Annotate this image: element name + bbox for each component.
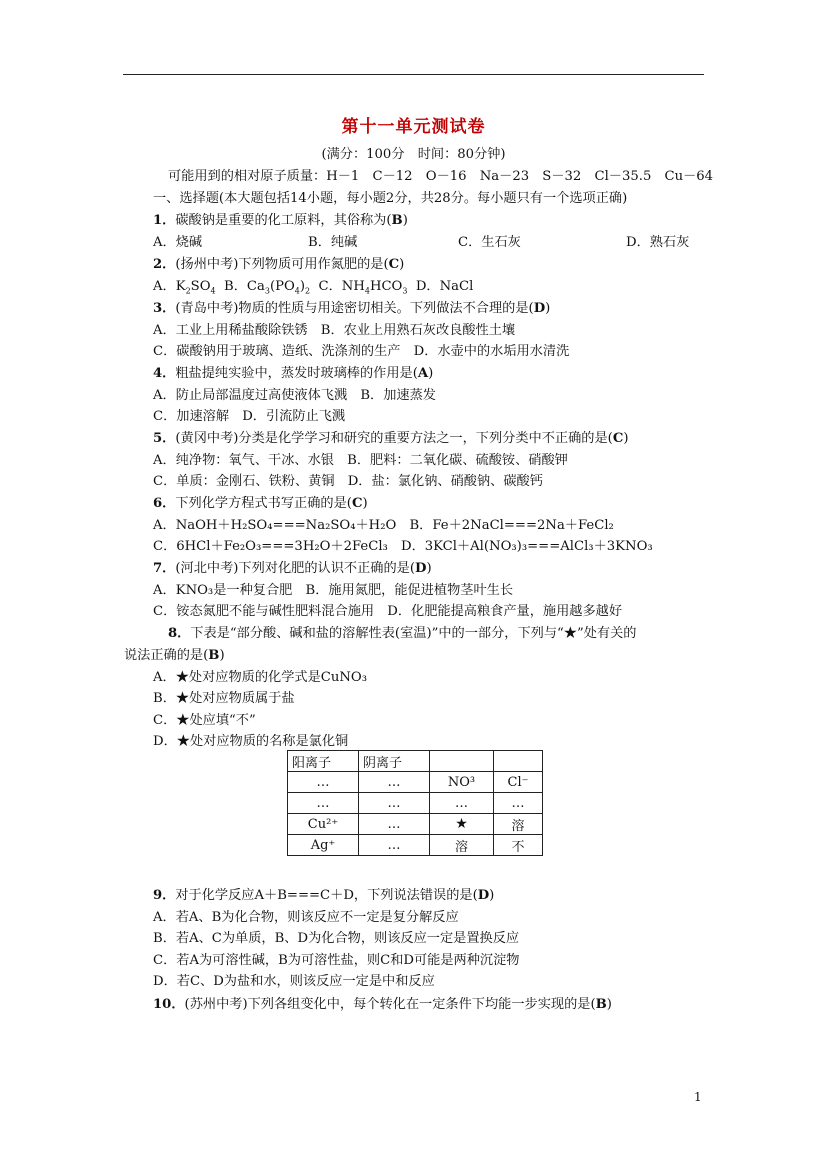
question-8-cont	[124, 647, 225, 665]
table-cell: …	[359, 772, 430, 793]
question-text: (扬州中考)下列物质可用作氮肥的是(	[175, 257, 389, 272]
answer: D	[415, 561, 427, 576]
table-row	[288, 772, 543, 793]
page-number: 1	[694, 1090, 702, 1104]
question-8-option-d: D．★处对应物质的名称是氯化铜	[153, 734, 349, 749]
question-end: )	[362, 496, 368, 511]
question-number: 3．	[153, 301, 176, 316]
table-cell: 阴离子	[359, 751, 430, 772]
question-9-option-b: B．若A、C为单质，B、D为化合物，则该反应一定是置换反应	[153, 931, 520, 946]
atomic-masses: 可能用到的相对原子质量：H－1 C－12 O－16 Na－23 S－32 Cl－35.5 Cu－64	[168, 169, 714, 184]
question-end: )	[545, 301, 551, 316]
table-row	[288, 814, 543, 835]
answer: A	[417, 366, 429, 381]
question-number: 10．	[153, 997, 185, 1012]
option-a: A．$K_2SO_4$	[153, 279, 216, 296]
question-text: 碳酸钠是重要的化工原料，其俗称为(	[175, 213, 392, 228]
question-text-2: 说法正确的是(	[124, 648, 209, 663]
option-d: D．NaCl	[415, 279, 474, 294]
question-5-options-cd: C．单质：金刚石、铁粉、黄铜 D．盐：氯化钠、硝酸钠、碳酸钙	[153, 474, 543, 489]
question-text: (苏州中考)下列各组变化中，每个转化在一定条件下均能一步实现的是(	[184, 997, 596, 1012]
table-cell: …	[494, 793, 543, 814]
question-end: )	[606, 997, 612, 1012]
question-end: )	[399, 257, 405, 272]
question-9-option-d: D．若C、D为盐和水，则该反应一定是中和反应	[153, 974, 435, 989]
answer: D	[533, 301, 546, 316]
option-c: C．生石灰	[458, 235, 521, 250]
question-number: 5．	[153, 431, 176, 446]
table-cell: …	[288, 793, 359, 814]
question-8-option-b: B．★处对应物质属于盐	[153, 691, 295, 706]
question-9-option-c: C．若A为可溶性碱，B为可溶性盐，则C和D可能是两种沉淀物	[153, 953, 520, 968]
question-1	[153, 212, 408, 230]
option-b: B．$Ca_3(PO_4)_2$	[224, 279, 311, 296]
answer: C	[351, 496, 363, 511]
question-text: 下表是“部分酸、碱和盐的溶解性表(室温)”中的一部分，下列与“★”处有关的	[190, 626, 637, 641]
question-1-options	[153, 234, 689, 252]
question-3-options-ab: A．工业上用稀盐酸除铁锈 B．农业上用熟石灰改良酸性土壤	[153, 323, 516, 338]
option-d: D．熟石灰	[626, 235, 690, 250]
answer: D	[477, 888, 490, 903]
table-row	[288, 835, 543, 856]
answer: B	[391, 213, 403, 228]
section-heading: 一、选择题(本大题包括14小题，每小题2分，共28分。每小题只有一个选项正确)	[153, 191, 628, 206]
question-7-options-ab: A．KNO₃是一种复合肥 B．施用氮肥，能促进植物茎叶生长	[153, 583, 514, 598]
star-cell: ★	[430, 814, 494, 835]
answer: B	[208, 648, 220, 663]
table-row	[288, 793, 543, 814]
question-end: )	[428, 366, 434, 381]
answer: C	[388, 257, 400, 272]
question-9	[153, 887, 494, 905]
option-c: C．$NH_4HCO_3$	[318, 279, 408, 296]
table-cell	[430, 751, 494, 772]
question-6-options-ab: A．NaOH＋H₂SO₄===Na₂SO₄＋H₂O B．Fe＋2NaCl===2Na＋FeCl₂	[153, 518, 614, 533]
question-end: )	[489, 888, 495, 903]
question-7-options-cd: C．铵态氮肥不能与碱性肥料混合施用 D．化肥能提高粮食产量，施用越多越好	[153, 604, 623, 619]
page-title: 第十一单元测试卷	[341, 117, 486, 137]
subtitle: (满分：100分 时间：80分钟)	[321, 147, 506, 162]
table-cell: Cl⁻	[494, 772, 543, 793]
question-end: )	[623, 431, 629, 446]
question-10	[153, 996, 612, 1014]
table-cell: …	[359, 814, 430, 835]
question-text: (河北中考)下列对化肥的认识不正确的是(	[175, 561, 415, 576]
question-number: 8．	[168, 626, 191, 641]
question-number: 4．	[153, 366, 176, 381]
option-b: B．纯碱	[308, 235, 358, 250]
question-2-options	[153, 278, 473, 301]
table-cell: NO³	[430, 772, 494, 793]
answer: C	[612, 431, 624, 446]
question-4-options-cd: C．加速溶解 D．引流防止飞溅	[153, 409, 346, 424]
question-7	[153, 560, 432, 578]
solubility-table	[287, 750, 543, 856]
table-cell: …	[359, 835, 430, 856]
table-cell: 溶	[494, 814, 543, 835]
question-4	[153, 365, 433, 383]
question-9-option-a: A．若A、B为化合物，则该反应不一定是复分解反应	[153, 910, 459, 925]
question-end: )	[219, 648, 225, 663]
question-2	[153, 256, 404, 274]
question-3-options-cd: C．碳酸钠用于玻璃、造纸、洗涤剂的生产 D．水壶中的水垢用水清洗	[153, 344, 570, 359]
question-6-options-cd: C．6HCl＋Fe₂O₃===3H₂O＋2FeCl₃ D．3KCl＋Al(NO₃)₃===AlCl₃＋3KNO₃	[153, 539, 653, 554]
question-end: )	[426, 561, 432, 576]
table-cell: 溶	[430, 835, 494, 856]
question-text: (黄冈中考)分类是化学学习和研究的重要方法之一，下列分类中不正确的是(	[175, 431, 613, 446]
table-cell: 阳离子	[288, 751, 359, 772]
table-cell: Cu²⁺	[288, 814, 359, 835]
question-6	[153, 495, 368, 513]
question-8-option-c: C．★处应填“不”	[153, 713, 256, 728]
question-number: 1．	[153, 213, 176, 228]
question-text: 粗盐提纯实验中，蒸发时玻璃棒的作用是(	[175, 366, 418, 381]
table-cell: …	[288, 772, 359, 793]
question-text: 下列化学方程式书写正确的是(	[175, 496, 352, 511]
question-5-options-ab: A．纯净物：氧气、干冰、水银 B．肥料：二氧化碳、硫酸铵、硝酸钾	[153, 453, 568, 468]
question-8	[168, 625, 636, 643]
question-number: 6．	[153, 496, 176, 511]
question-number: 2．	[153, 257, 176, 272]
table-cell: …	[430, 793, 494, 814]
question-end: )	[402, 213, 408, 228]
question-text: (青岛中考)物质的性质与用途密切相关。下列做法不合理的是(	[175, 301, 534, 316]
table-row	[288, 751, 543, 772]
table-cell: 不	[494, 835, 543, 856]
question-number: 7．	[153, 561, 176, 576]
question-number: 9．	[153, 888, 176, 903]
question-8-option-a: A．★处对应物质的化学式是CuNO₃	[153, 670, 367, 685]
question-5	[153, 430, 628, 448]
table-cell: Ag⁺	[288, 835, 359, 856]
table-cell: …	[359, 793, 430, 814]
question-3	[153, 300, 550, 318]
answer: B	[595, 997, 607, 1012]
table-cell	[494, 751, 543, 772]
question-4-options-ab: A．防止局部温度过高使液体飞溅 B．加速蒸发	[153, 388, 436, 403]
header-rule	[123, 74, 704, 75]
option-a: A．烧碱	[153, 235, 203, 250]
question-text: 对于化学反应A＋B===C＋D，下列说法错误的是(	[175, 888, 478, 903]
